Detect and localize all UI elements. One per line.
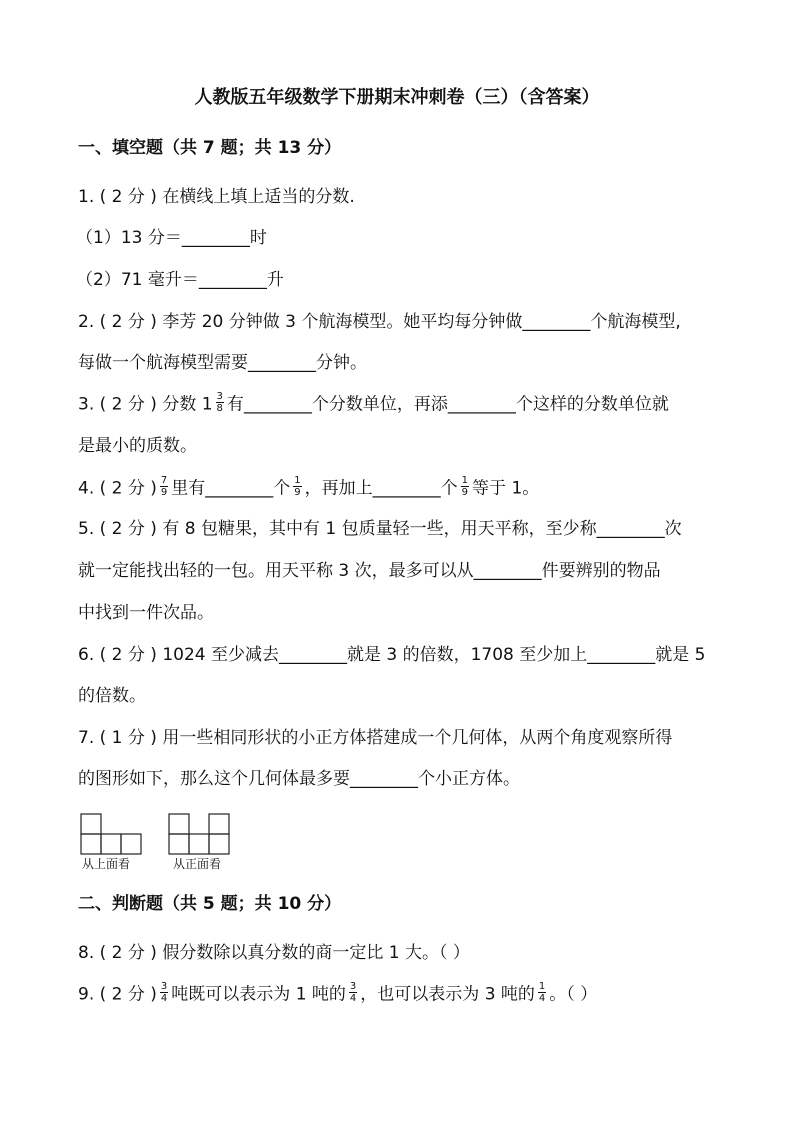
- question-6-line-2: 的倍数。: [78, 686, 146, 706]
- question-3-prefix: 3. ( 2 分 ) 分数 1: [78, 394, 213, 415]
- question-1-part-1: （1）13 分＝________时: [76, 228, 267, 248]
- question-6-line-1: 6. ( 2 分 ) 1024 至少减去________就是 3 的倍数，1708 至少加上________就是 5: [78, 645, 706, 665]
- question-5-line-3: 中找到一件次品。: [78, 603, 214, 623]
- question-3-suffix: 有________个分数单位，再添________个这样的分数单位就: [226, 394, 669, 415]
- fraction-1-4: $\frac{1}{4}$: [538, 981, 546, 1004]
- question-3-line-2: 是最小的质数。: [78, 436, 197, 456]
- fraction-3-4-second: $\frac{3}{4}$: [349, 981, 357, 1004]
- question-4: 4. ( 2 分 ) $\frac{7}{9}$ 里有________个 $\frac{1}{9}$ ，再加上________个 $\frac{1}{9}$ 等于 1。: [78, 475, 540, 499]
- fraction-1-9-second: $\frac{1}{9}$: [461, 475, 469, 498]
- question-7-line-1: 7. ( 1 分 ) 用一些相同形状的小正方体搭建成一个几何体，从两个角度观察所得: [78, 728, 673, 748]
- question-3-line-1: [78, 393, 669, 416]
- section-heading-true-false: 二、判断题（共 5 题；共 10 分）: [78, 894, 342, 914]
- section-heading-fill-in: 一、填空题（共 7 题；共 13 分）: [78, 138, 342, 158]
- question-8: 8. ( 2 分 ) 假分数除以真分数的商一定比 1 大。（ ）: [78, 943, 470, 963]
- figure-front-view-label: 从正面看: [173, 857, 222, 871]
- question-5-line-2: 就一定能找出轻的一包。用天平称 3 次，最多可以从________件要辨别的物品: [78, 561, 661, 581]
- question-2-line-1: 2. ( 2 分 ) 李芳 20 分钟做 3 个航海模型。她平均每分钟做________个航海模型,: [78, 312, 681, 332]
- fraction-3-4: $\frac{3}{4}$: [160, 981, 168, 1004]
- fraction-3-8: $\frac{3}{8}$: [216, 391, 223, 414]
- question-1-part-2: （2）71 毫升＝________升: [76, 270, 284, 290]
- question-2-line-2: 每做一个航海模型需要________分钟。: [78, 353, 367, 373]
- figure-front-view: [168, 813, 230, 855]
- figure-top-view: [80, 813, 142, 855]
- figure-top-view-label: 从上面看: [82, 857, 131, 871]
- question-5-line-1: 5. ( 2 分 ) 有 8 包糖果，其中有 1 包质量轻一些，用天平称，至少称________次: [78, 519, 682, 539]
- question-9: 9. ( 2 分 ) $\frac{3}{4}$ 吨既可以表示为 1 吨的 $\frac{3}{4}$ ，也可以表示为 3 吨的 $\frac{1}{4}$ 。（ ）: [78, 981, 598, 1005]
- question-1: 1. ( 2 分 ) 在横线上填上适当的分数.: [78, 187, 355, 207]
- question-7-line-2: 的图形如下，那么这个几何体最多要________个小正方体。: [78, 769, 520, 789]
- page-title: 人教版五年级数学下册期末冲刺卷（三）（含答案）: [194, 87, 600, 108]
- fraction-7-9: $\frac{7}{9}$: [160, 475, 168, 498]
- fraction-1-9: $\frac{1}{9}$: [294, 475, 301, 498]
